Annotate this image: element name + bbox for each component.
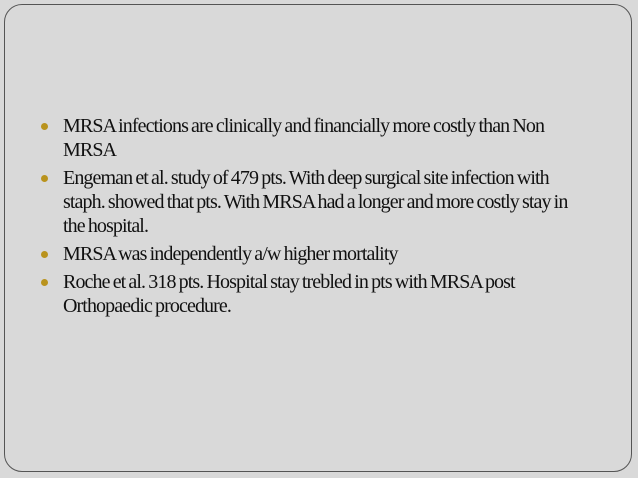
bullet-text: MRSA infections are clinically and financially more costly than Non MRSA bbox=[63, 115, 545, 161]
bullet-dot-icon bbox=[41, 279, 48, 286]
bullet-item bbox=[41, 242, 589, 266]
bullet-item bbox=[41, 166, 589, 238]
bullet-item bbox=[41, 114, 589, 162]
bullet-dot-icon bbox=[41, 175, 48, 182]
slide-frame bbox=[4, 4, 632, 472]
bullet-dot-icon bbox=[41, 123, 48, 130]
bullet-text: Engeman et al. study of 479 pts. With deep surgical site infection with staph. showed that pts. With MRSA had a longer and more costly stay in the hospital. bbox=[63, 167, 568, 237]
bullet-item bbox=[41, 270, 589, 318]
bullet-dot-icon bbox=[41, 251, 48, 258]
bullet-text: MRSA was independently a/w higher mortality bbox=[63, 243, 398, 265]
bullet-text: Roche et al. 318 pts. Hospital stay trebled in pts with MRSA post Orthopaedic procedure. bbox=[63, 271, 515, 317]
bullet-list bbox=[41, 114, 589, 322]
